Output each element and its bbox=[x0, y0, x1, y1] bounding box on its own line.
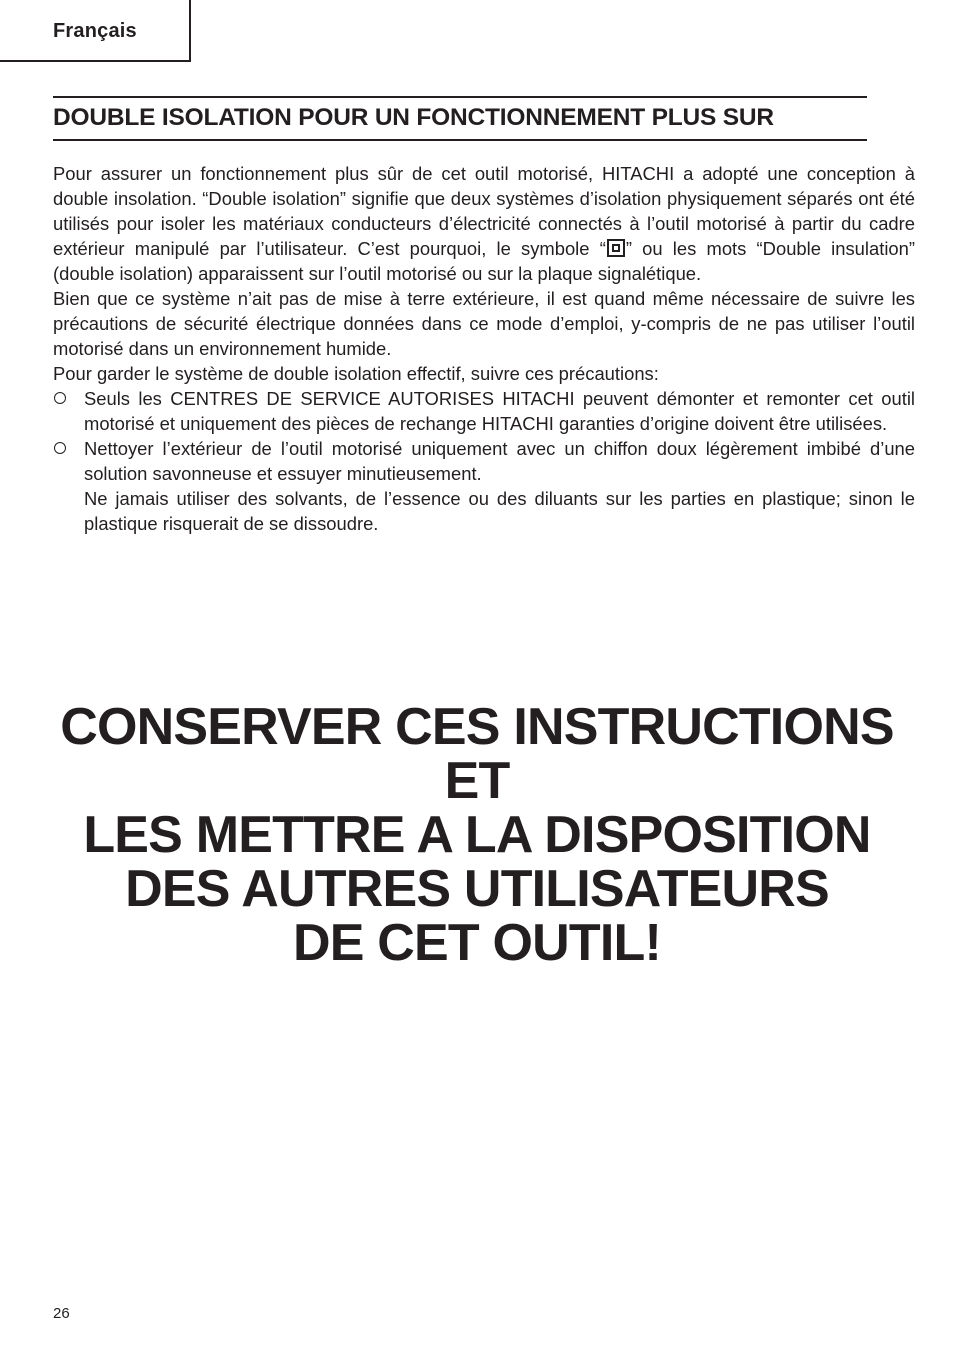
closing-line: LES METTRE A LA DISPOSITION bbox=[83, 806, 871, 864]
closing-line: CONSERVER CES INSTRUCTIONS bbox=[60, 698, 894, 756]
circle-bullet-icon bbox=[54, 442, 66, 454]
closing-line: ET bbox=[444, 752, 510, 810]
section-body bbox=[53, 161, 915, 536]
list-item bbox=[53, 436, 915, 536]
paragraph-1 bbox=[53, 161, 915, 286]
list-item-text: Seuls les CENTRES DE SERVICE AUTORISES HITACHI peuvent démonter et remonter cet outil motorisé et uniquement des pièces de rechange HITACHI garanties d’origine doivent être utilisées. bbox=[84, 388, 915, 434]
list-item bbox=[53, 386, 915, 436]
list-item-text-continued: Ne jamais utiliser des solvants, de l’essence ou des diluants sur les parties en plastique; sinon le plastique risquerait de se dissoudre. bbox=[84, 488, 915, 534]
circle-bullet-icon bbox=[54, 392, 66, 404]
closing-line: DES AUTRES UTILISATEURS bbox=[125, 860, 829, 918]
list-item-text: Nettoyer l’extérieur de l’outil motorisé uniquement avec un chiffon doux légèrement imbibé d’une solution savonneuse et essuyer minutieusement. bbox=[84, 438, 915, 484]
page-number: 26 bbox=[53, 1305, 70, 1322]
paragraph-2: Bien que ce système n’ait pas de mise à terre extérieure, il est quand même nécessaire de suivre les précautions de sécurité électrique données dans ce mode d’emploi, y-compris de ne pas utiliser l’outil motorisé dans un environnement humide. bbox=[53, 288, 915, 359]
paragraph-1-text-b: ” ou les mots “Double insulation” (double isolation) apparaissent sur l’outil motorisé ou sur la plaque signalétique. bbox=[53, 238, 915, 284]
paragraph-3: Pour garder le système de double isolation effectif, suivre ces précautions: bbox=[53, 363, 659, 384]
double-insulation-section bbox=[53, 96, 915, 536]
paragraph-1-text-a: Pour assurer un fonctionnement plus sûr de cet outil motorisé, HITACHI a adopté une conception à double insolation. “Double isolation” signifie que deux systèmes d’isolation physiquement séparés ont été utilisés pour isoler les matériaux conducteurs d’électricité connectés à l’outil motorisé à partir du cadre extérieur manipulé par l’utilisateur. C’est pourquoi, le symbole “ bbox=[53, 163, 915, 259]
closing-line: DE CET OUTIL! bbox=[292, 914, 662, 972]
language-tab bbox=[0, 0, 191, 62]
double-insulation-square-icon bbox=[607, 239, 625, 257]
section-title: DOUBLE ISOLATION POUR UN FONCTIONNEMENT PLUS SUR bbox=[53, 96, 867, 141]
language-label: Français bbox=[53, 20, 137, 42]
closing-notice bbox=[0, 700, 954, 970]
